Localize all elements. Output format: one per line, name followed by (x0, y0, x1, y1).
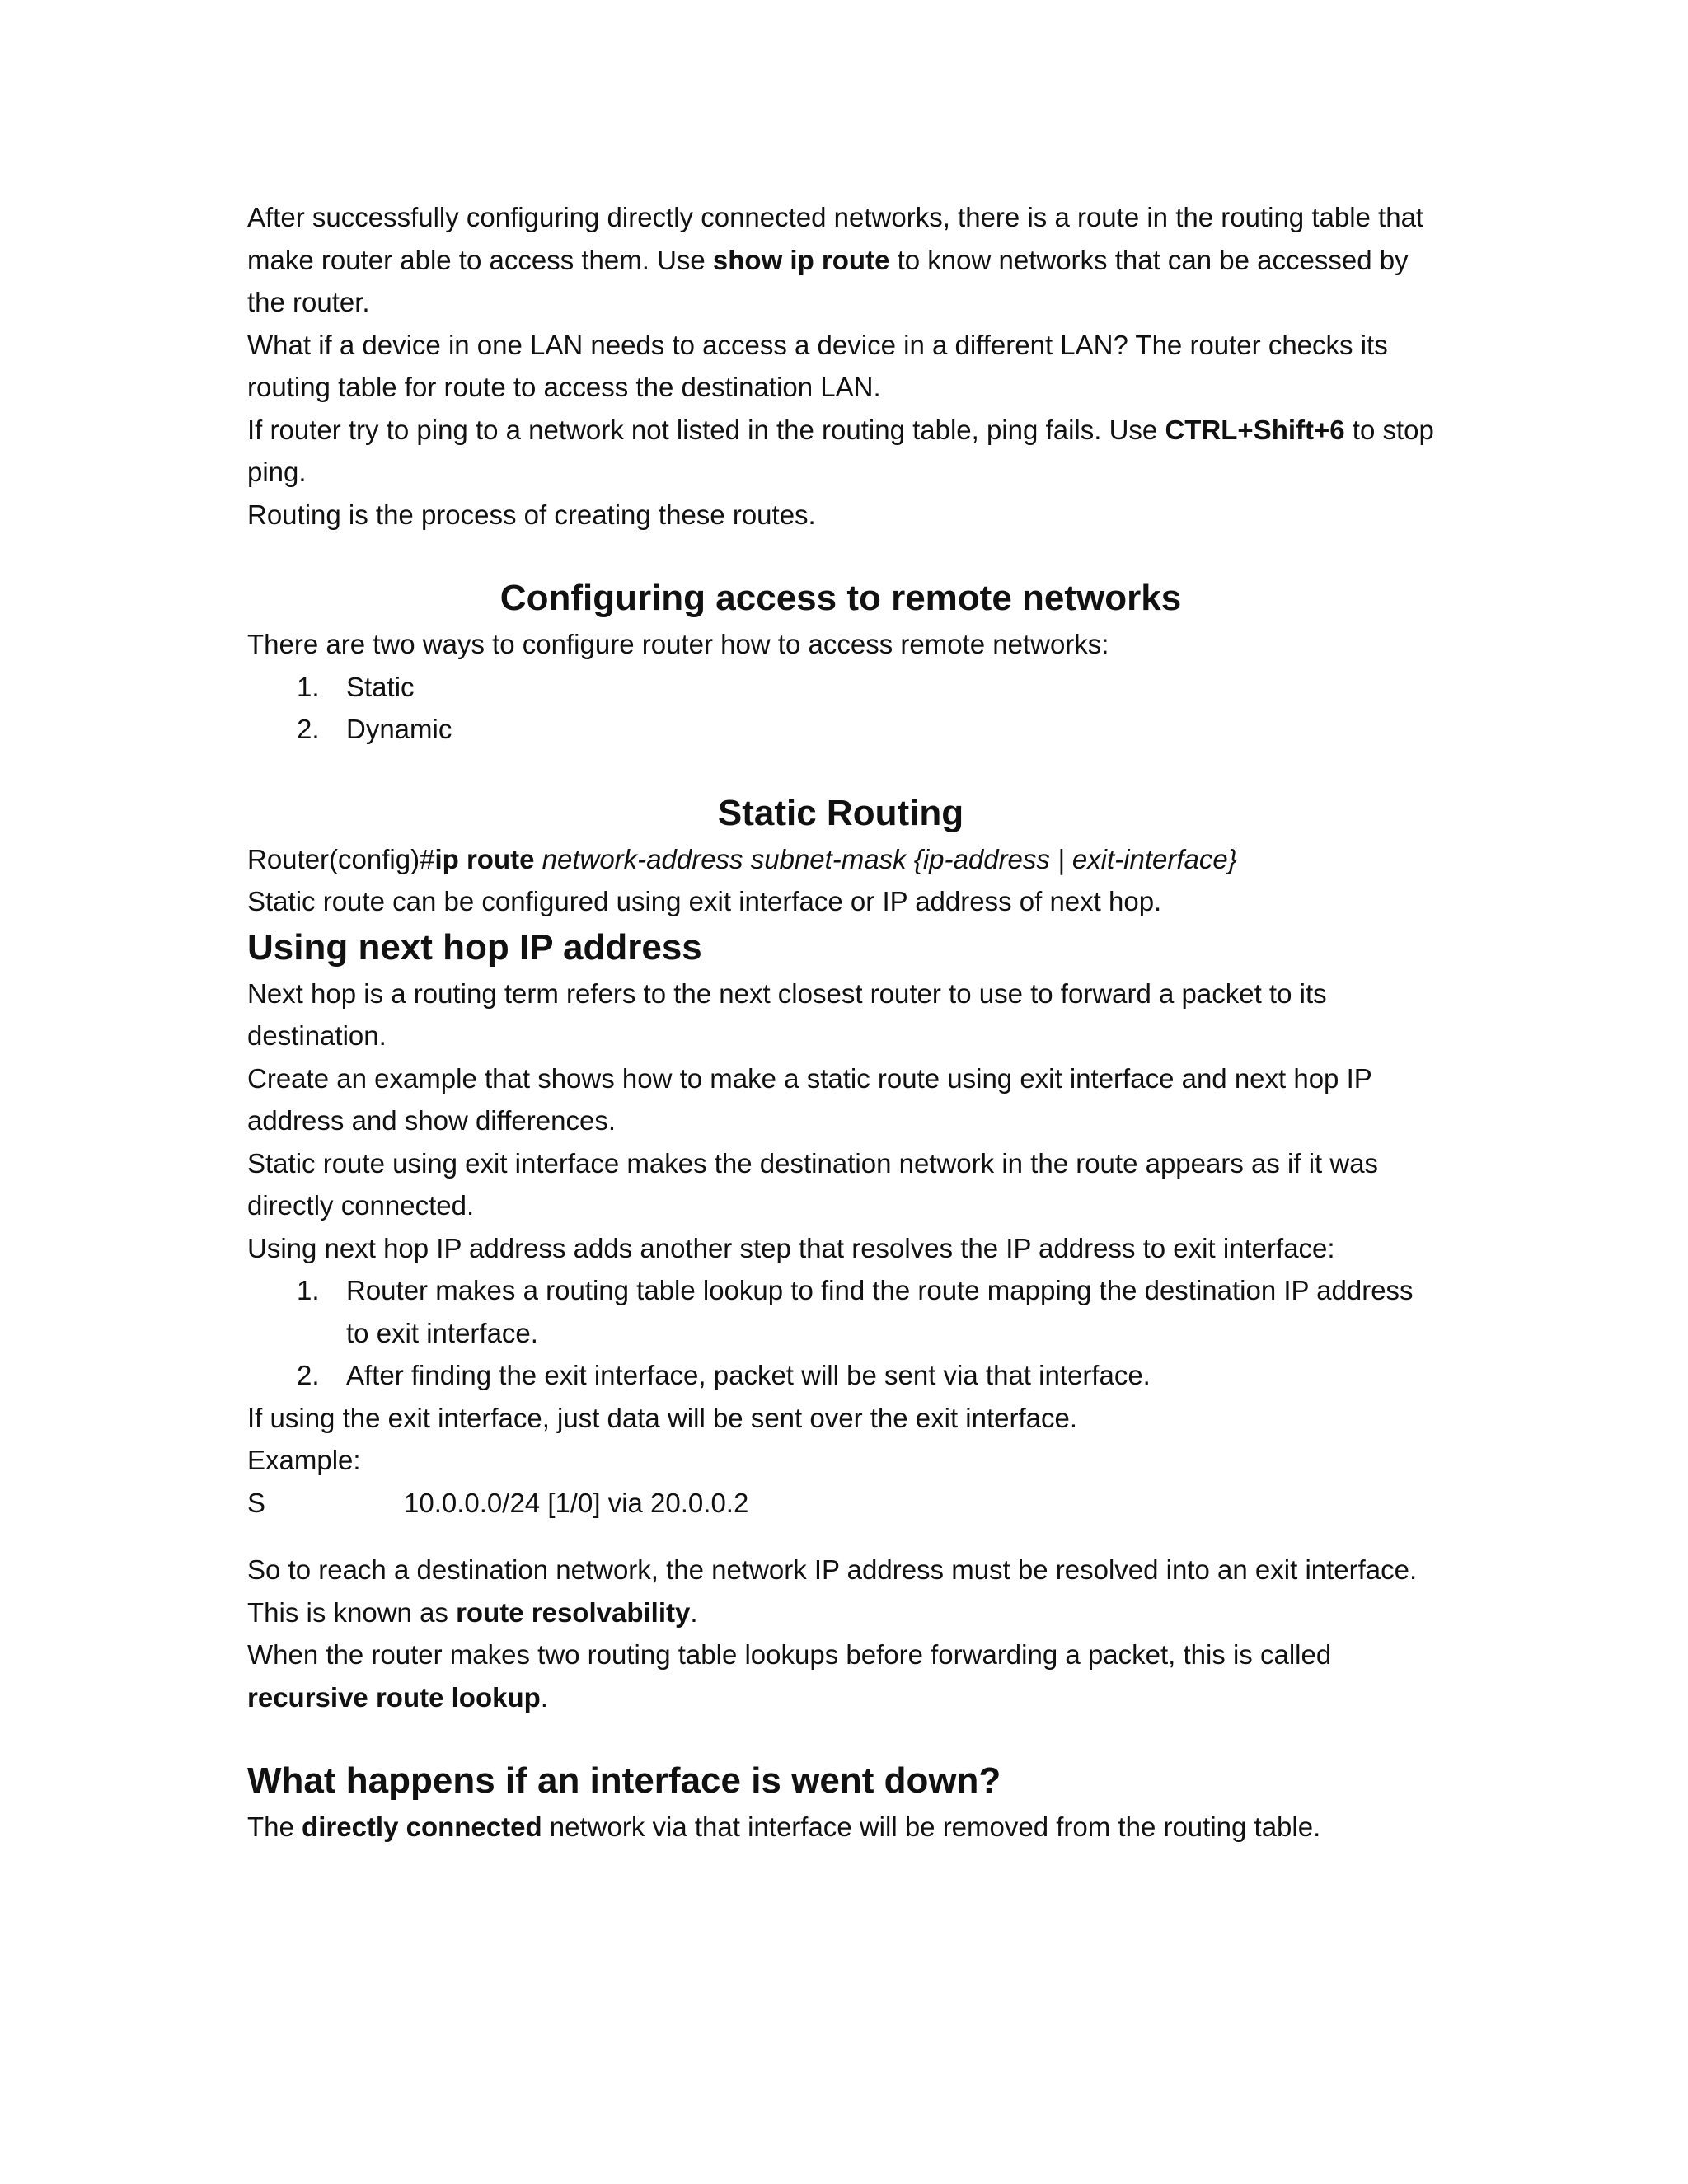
text-run: The (247, 1811, 302, 1842)
static-route-command (247, 838, 1434, 881)
intro-paragraph-4: Routing is the process of creating these routes. (247, 499, 816, 530)
list-number: 1. (297, 1275, 320, 1305)
spacer (247, 1524, 1434, 1549)
text-run: When the router makes two routing table lookups before forwarding a packet, this is called (247, 1639, 1332, 1670)
text-run: to know networks that can be accessed by the router. (247, 244, 1409, 317)
term-recursive-route-lookup: recursive route lookup (247, 1681, 541, 1713)
nexthop-paragraph-4: Using next hop IP address adds another step that resolves the IP address to exit interface: (247, 1232, 1335, 1263)
term-directly-connected: directly connected (302, 1811, 542, 1842)
text-run: If router try to ping to a network not listed in the routing table, ping fails. Use (247, 414, 1165, 445)
list-number: 2. (297, 714, 320, 744)
term-route-resolvability: route resolvability (456, 1596, 691, 1628)
list-text: After finding the exit interface, packet will be sent via that interface. (346, 1360, 1151, 1390)
heading-remote-networks: Configuring access to remote networks (499, 578, 1182, 618)
command-keyword: ip route (434, 843, 535, 874)
command-prompt: Router(config)# (247, 843, 435, 874)
nexthop-paragraph-7 (247, 1633, 1434, 1718)
nexthop-paragraph-3: Static route using exit interface makes the destination network in the route appears as if it was directly connected. (247, 1147, 1379, 1221)
list-item (247, 708, 1434, 751)
list-number: 2. (297, 1360, 320, 1390)
spacer (247, 1718, 1434, 1756)
text-run: So to reach a destination network, the network IP address must be resolved into an exit interface. This is known as (247, 1554, 1418, 1628)
list-text: Router makes a routing table lookup to find the route mapping the destination IP address to exit interface. (346, 1275, 1414, 1348)
interface-down-paragraph (247, 1806, 1434, 1849)
nexthop-paragraph-2: Create an example that shows how to make a static route using exit interface and next hop IP address and show differences. (247, 1062, 1372, 1136)
route-example (247, 1482, 1434, 1525)
heading-interface-down: What happens if an interface is went down? (247, 1760, 1001, 1801)
list-text: Static (346, 671, 415, 702)
intro-paragraph-1 (247, 196, 1434, 324)
command-show-ip-route: show ip route (712, 244, 890, 275)
list-number: 1. (297, 671, 320, 702)
nexthop-paragraph-1: Next hop is a routing term refers to the next closest router to use to forward a packet to its destination. (247, 977, 1327, 1051)
remote-methods-list (247, 666, 1434, 751)
nexthop-paragraph-5: If using the exit interface, just data will be sent over the exit interface. (247, 1402, 1078, 1433)
document-page (247, 196, 1434, 1849)
nexthop-paragraph-6 (247, 1549, 1434, 1633)
command-arguments: network-address subnet-mask {ip-address | exit-interface} (534, 843, 1237, 874)
spacer (247, 536, 1434, 574)
heading-static-routing: Static Routing (717, 792, 964, 833)
spacer (247, 751, 1434, 789)
list-text: Dynamic (346, 714, 452, 744)
example-label: Example: (247, 1445, 361, 1475)
text-run: After successfully configuring directly connected networks, there is a route in the routing table that make router able to access them. Use (247, 202, 1424, 275)
text-run: . (540, 1681, 548, 1713)
intro-paragraph-3 (247, 409, 1434, 494)
remote-intro-text: There are two ways to configure router how to access remote networks: (247, 629, 1109, 659)
route-code: S (247, 1487, 266, 1518)
route-entry: 10.0.0.0/24 [1/0] via 20.0.0.2 (404, 1487, 749, 1518)
heading-next-hop: Using next hop IP address (247, 926, 702, 968)
text-run: network via that interface will be removed from the routing table. (542, 1811, 1321, 1842)
static-route-text: Static route can be configured using exit interface or IP address of next hop. (247, 886, 1162, 916)
list-item (247, 1269, 1434, 1354)
text-run: . (690, 1596, 698, 1628)
list-item (247, 666, 1434, 709)
nexthop-steps-list (247, 1269, 1434, 1397)
list-item (247, 1354, 1434, 1397)
shortcut-ctrl-shift-6: CTRL+Shift+6 (1165, 414, 1345, 445)
intro-paragraph-2: What if a device in one LAN needs to access a device in a different LAN? The router checks its routing table for route to access the destination LAN. (247, 329, 1388, 402)
text-run: to stop ping. (247, 414, 1434, 487)
